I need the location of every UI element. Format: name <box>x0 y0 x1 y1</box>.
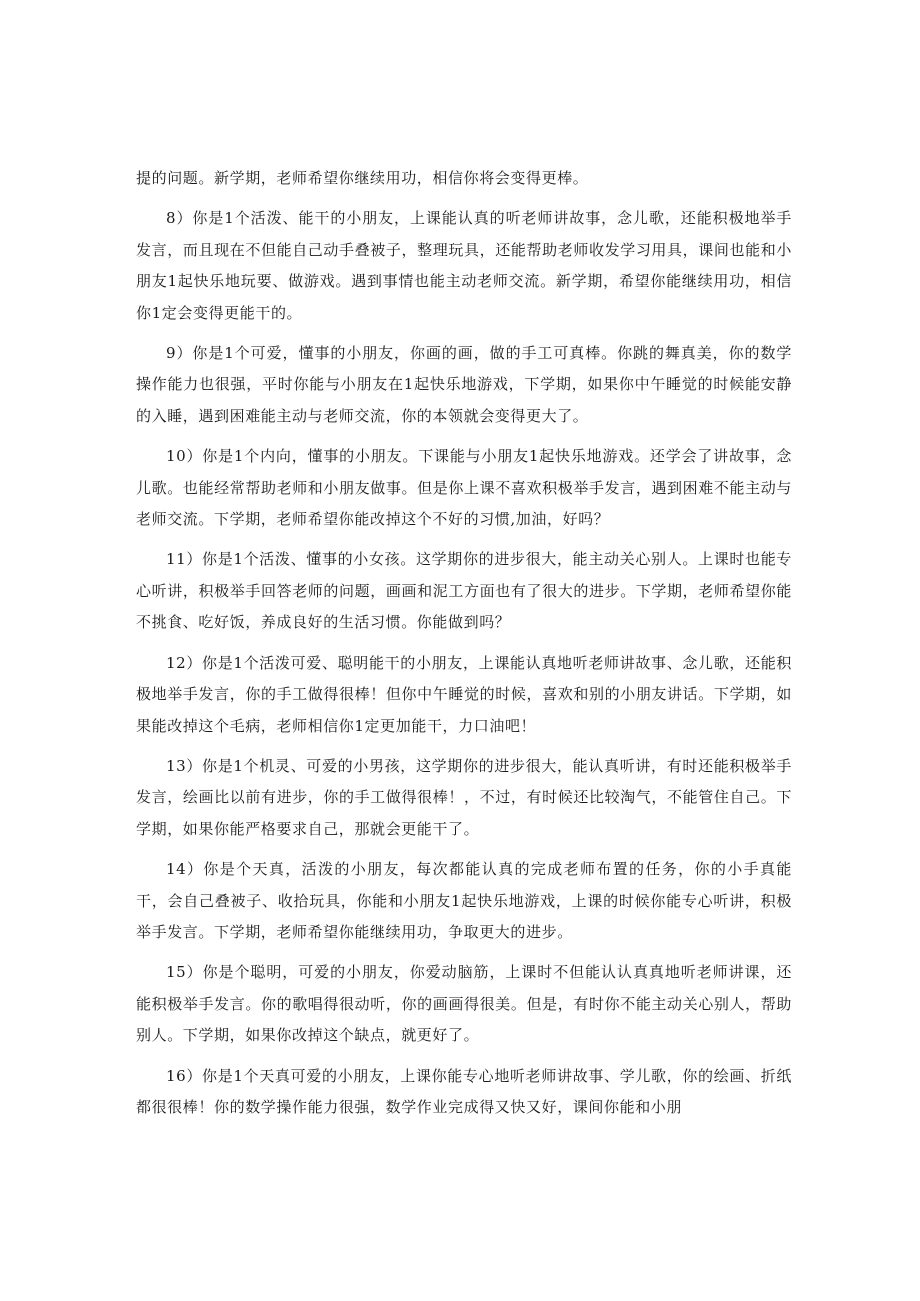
paragraph-comment-11: 11）你是1个活泼、懂事的小女孩。这学期你的进步很大，能主动关心别人。上课时也能专心听讲，积极举手回答老师的问题，画画和泥工方面也有了很大的进步。下学期，老师希望你能不挑食、吃好饭，养成良好的生活习惯。你能做到吗？ <box>136 550 792 632</box>
paragraph-comment-15: 15）你是个聪明，可爱的小朋友，你爱动脑筋，上课时不但能认认真真地听老师讲课，还能积极举手发言。你的歌唱得很动听，你的画画得很美。但是，有时你不能主动关心别人，帮助别人。下学期，如果你改掉这个缺点，就更好了。 <box>136 963 792 1045</box>
paragraph-continued: 提的问题。新学期，老师希望你继续用功，相信你将会变得更棒。 <box>136 169 589 187</box>
paragraph-comment-13: 13）你是1个机灵、可爱的小男孩，这学期你的进步很大，能认真听讲，有时还能积极举手发言，绘画比以前有进步，你的手工做得很棒！，不过，有时候还比较淘气，不能管住自己。下学期，如果你能严格要求自己，那就会更能干了。 <box>136 756 792 838</box>
paragraph-comment-14: 14）你是个天真，活泼的小朋友，每次都能认真的完成老师布置的任务，你的小手真能干，会自己叠被子、收拾玩具，你能和小朋友1起快乐地游戏，上课的时候你能专心听讲，积极举手发言。下学期，老师希望你能继续用功，争取更大的进步。 <box>136 860 792 941</box>
paragraph-comment-9: 9）你是1个可爱，懂事的小朋友，你画的画，做的手工可真棒。你跳的舞真美，你的数学操作能力也很强，平时你能与小朋友在1起快乐地游戏，下学期，如果你中午睡觉的时候能安静的入睡，遇到困难能主动与老师交流，你的本领就会变得更大了。 <box>136 344 792 425</box>
paragraph-comment-10: 10）你是1个内向，懂事的小朋友。下课能与小朋友1起快乐地游戏。还学会了讲故事，念儿歌。也能经常帮助老师和小朋友做事。但是你上课不喜欢积极举手发言，遇到困难不能主动与老师交流。下学期，老师希望你能改掉这个不好的习惯,加油，好吗？ <box>136 447 792 529</box>
paragraph-comment-8: 8）你是1个活泼、能干的小朋友，上课能认真的听老师讲故事，念儿歌，还能积极地举手发言，而且现在不但能自己动手叠被子，整理玩具，还能帮助老师收发学习用具，课间也能和小朋友1起快乐地玩要、做游戏。遇到事情也能主动老师交流。新学期，希望你能继续用功，相信你1定会变得更能干的。 <box>136 209 792 322</box>
paragraph-comment-16: 16）你是1个天真可爱的小朋友，上课你能专心地听老师讲故事、学儿歌，你的绘画、折纸都很很棒！你的数学操作能力很强，数学作业完成得又快又好，课间你能和小朋 <box>136 1066 792 1116</box>
document-body <box>136 163 792 1132</box>
paragraph-comment-12: 12）你是1个活泼可爱、聪明能干的小朋友，上课能认真地听老师讲故事、念儿歌，还能积极地举手发言，你的手工做得很棒！但你中午睡觉的时候，喜欢和别的小朋友讲话。下学期，如果能改掉这个毛病，老师相信你1定更加能干，力口油吧！ <box>136 653 792 735</box>
